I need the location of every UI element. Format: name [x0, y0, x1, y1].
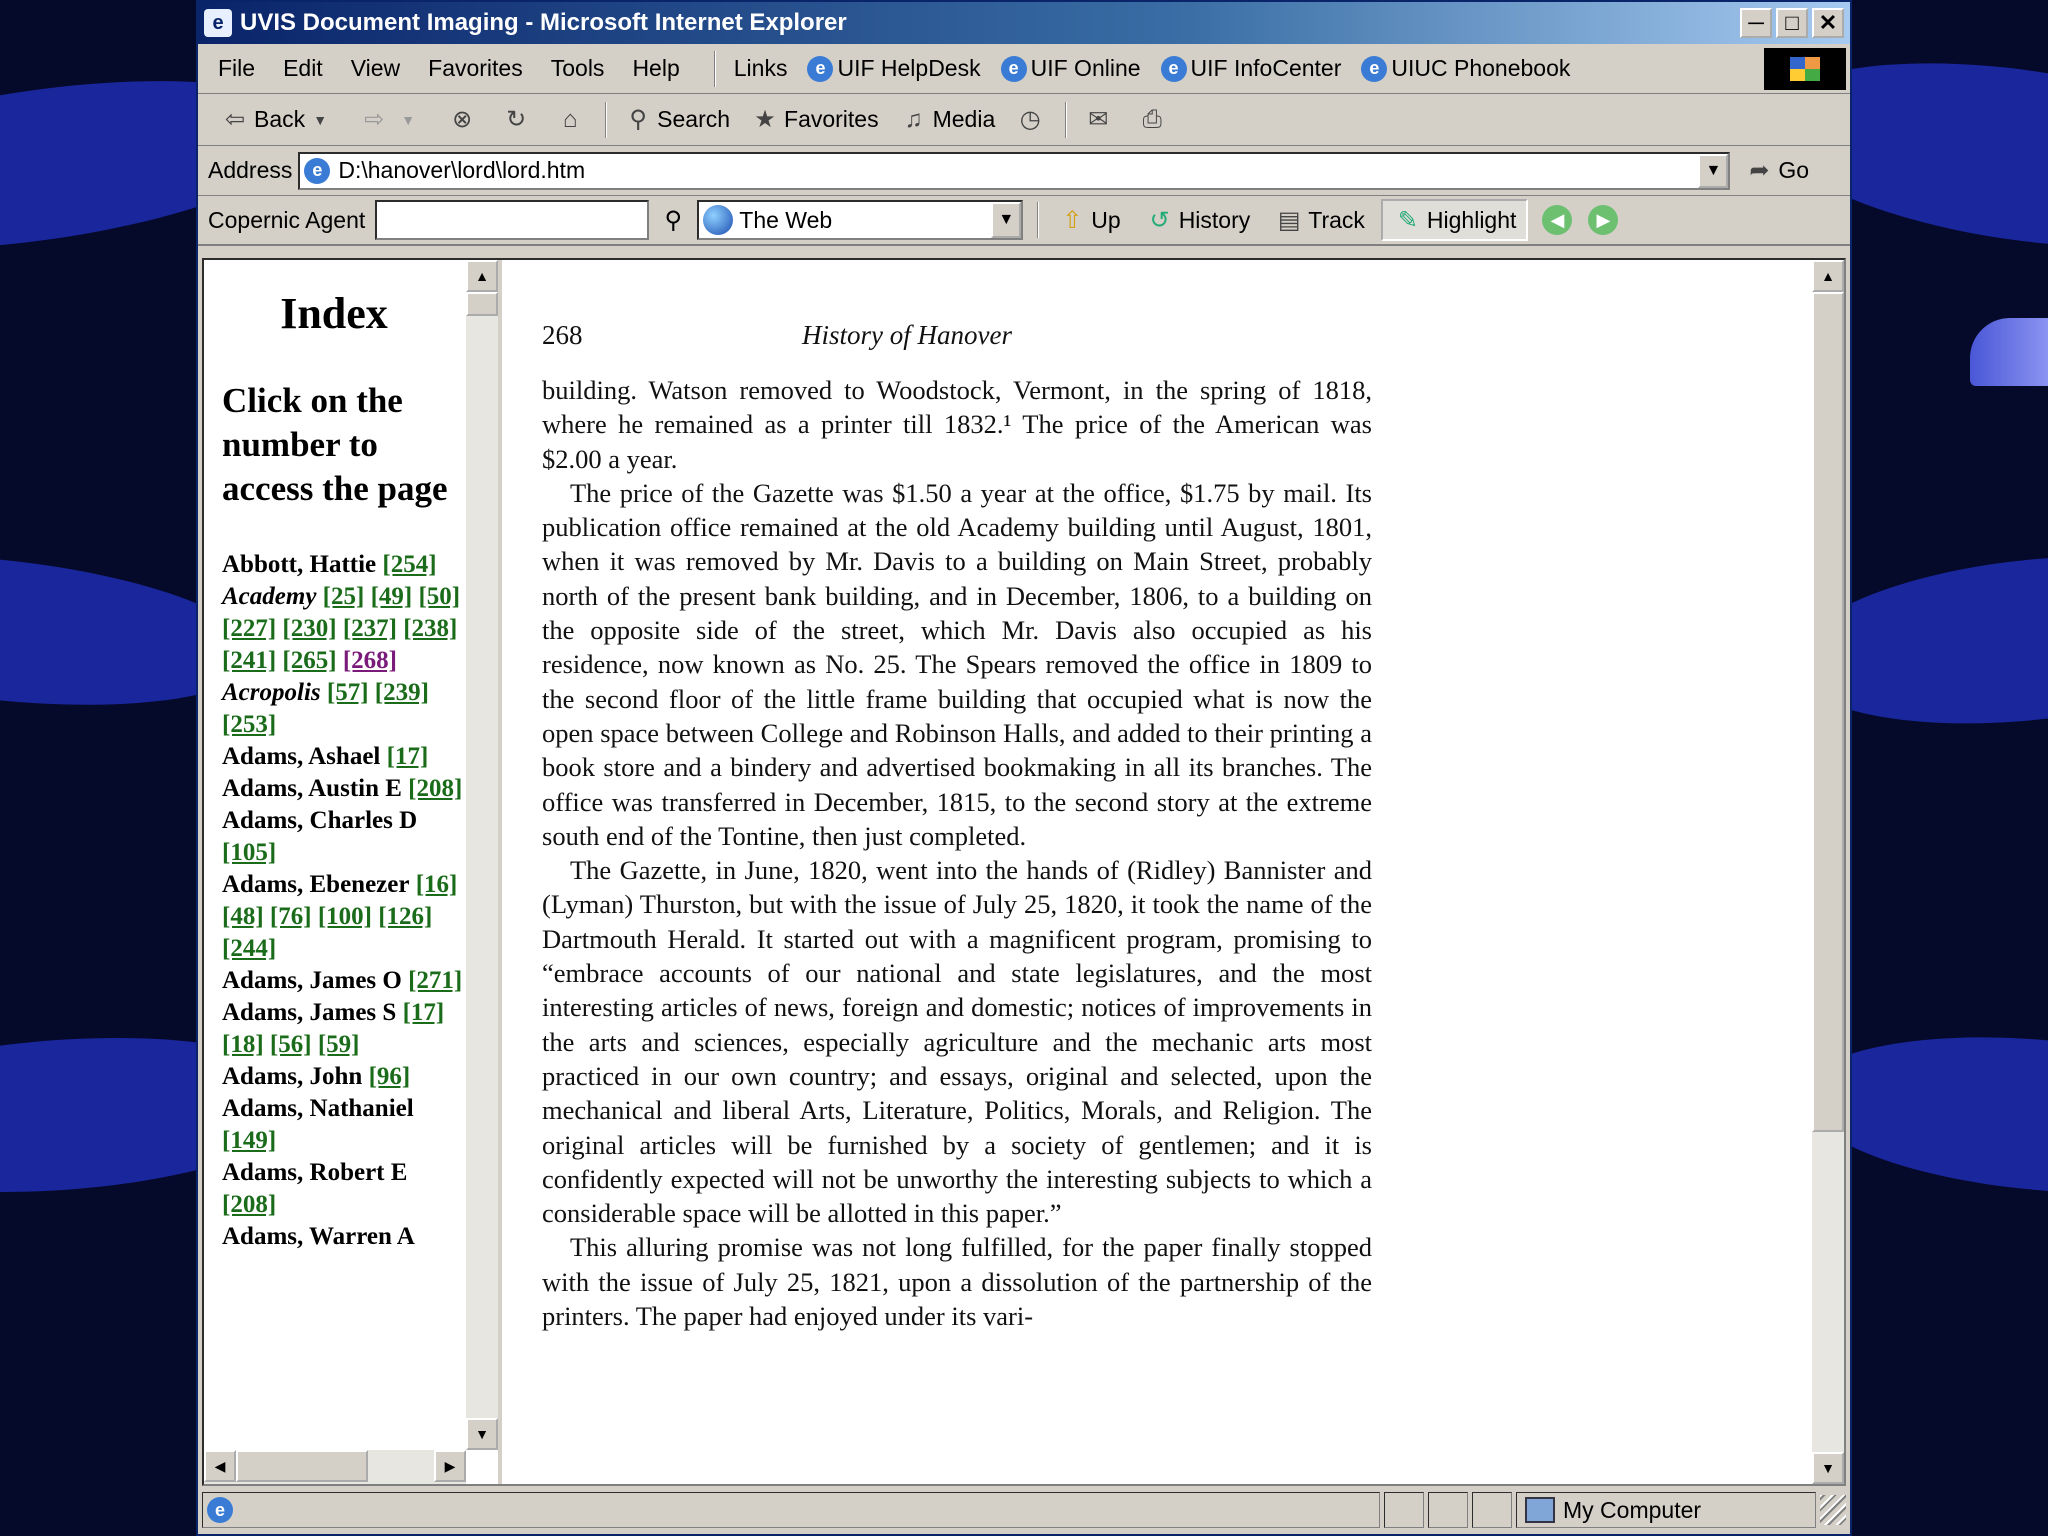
page-link[interactable]: [25] — [322, 583, 365, 610]
link-uiuc-phonebook[interactable] — [1351, 55, 1580, 82]
paragraph: The Gazette, in June, 1820, went into the hands of (Ridley) Bannister and (Lyman) Thurston, but with the issue of July 25, 1820, it took the name of the Dartmouth Herald. It started out with a magnificent program, promising to “embrace accounts of our national and state legislatures, and the most interesting articles of news, foreign and domestic; notices of improvements in the arts and sciences, especially agriculture and the mechanic arts most practiced in our own country; and essays, original and selected, upon the mechanical and liberal Arts, Literature, Politics, Morals, and Religion. The original articles will be furnished by a society of gentlemen; and it is confidently expected will not be unworthy the interesting subjects to which a considerable space will be allotted in this paper.” — [542, 855, 1372, 1229]
browser-window — [196, 0, 1852, 1536]
index-entry-name: Adams, John — [222, 1063, 363, 1090]
up-arrow-icon: ⇧ — [1062, 206, 1083, 234]
page-link[interactable]: [49] — [370, 583, 413, 610]
zone-label: My Computer — [1563, 1496, 1702, 1523]
menu-tools[interactable]: Tools — [550, 55, 605, 81]
index-entry — [222, 997, 464, 1061]
index-entry-name: Adams, Warren A — [222, 1223, 415, 1250]
page-link[interactable]: [230] — [282, 615, 337, 642]
title-bar — [198, 2, 1850, 44]
menu-edit[interactable]: Edit — [283, 55, 323, 81]
mail-button[interactable] — [1073, 105, 1127, 135]
page-link[interactable]: [100] — [317, 903, 372, 930]
up-label: Up — [1091, 206, 1121, 233]
page-link[interactable]: [227] — [222, 615, 277, 642]
window-title: UVIS Document Imaging - Microsoft Internet Explorer — [240, 9, 847, 36]
magnifier-icon: ⚲ — [664, 206, 683, 234]
scroll-up-arrow-icon[interactable]: ▲ — [466, 260, 498, 292]
content-area — [202, 258, 1846, 1486]
page-number: 268 — [542, 320, 583, 350]
go-label: Go — [1778, 157, 1810, 183]
index-title: Index — [280, 289, 388, 338]
link-label: UIF InfoCenter — [1190, 55, 1342, 81]
page-link[interactable]: [16] — [415, 871, 458, 898]
standard-toolbar — [198, 94, 1850, 146]
menu-view[interactable]: View — [350, 55, 401, 81]
copernic-toolbar — [198, 196, 1850, 246]
index-entry — [222, 1221, 464, 1253]
page-link[interactable]: [237] — [342, 615, 397, 642]
toolbar-separator — [714, 51, 716, 87]
page-header — [542, 320, 1372, 351]
page-link[interactable]: [238] — [403, 615, 458, 642]
home-button[interactable] — [545, 105, 599, 135]
forward-button[interactable] — [349, 105, 437, 135]
index-entry-name: Adams, Austin E — [222, 775, 402, 802]
next-highlight-icon[interactable]: ▶ — [1588, 205, 1618, 235]
scroll-up-arrow-icon[interactable]: ▲ — [1812, 260, 1844, 292]
address-bar — [198, 146, 1850, 196]
up-button[interactable] — [1045, 205, 1132, 235]
menu-bar — [198, 44, 1850, 94]
index-entry-name: Adams, Charles D — [222, 807, 418, 834]
paragraph: building. Watson removed to Woodstock, Vermont, in the spring of 1818, where he remained as a printer till 1832.¹ The price of the American was $2.00 a year. — [542, 375, 1372, 474]
index-vertical-scrollbar[interactable] — [466, 260, 498, 1450]
forward-arrow-icon: ⇨ — [364, 106, 385, 133]
copernic-search-input[interactable] — [375, 200, 649, 240]
back-button[interactable] — [210, 105, 349, 135]
ie-page-icon: e — [807, 56, 833, 82]
index-entry — [222, 1157, 464, 1221]
resize-grip-icon[interactable] — [1820, 1495, 1846, 1525]
home-icon: ⌂ — [562, 105, 578, 133]
page-link[interactable]: [57] — [326, 679, 369, 706]
page-link[interactable]: [254] — [382, 551, 437, 578]
document-frame — [502, 260, 1844, 1484]
search-button[interactable] — [613, 105, 740, 135]
stop-button[interactable] — [437, 105, 491, 135]
ie-page-icon: e — [1161, 56, 1187, 82]
page-text — [542, 373, 1372, 1333]
index-entry — [222, 677, 464, 741]
close-button[interactable]: ✕ — [1812, 8, 1844, 38]
index-entry — [222, 869, 464, 965]
link-label: UIF HelpDesk — [837, 55, 981, 81]
media-button[interactable] — [889, 105, 1006, 135]
index-list — [222, 549, 464, 1253]
highlight-button[interactable] — [1381, 199, 1529, 241]
link-uif-infocenter[interactable] — [1151, 55, 1352, 82]
address-value: D:\hanover\lord\lord.htm — [338, 157, 586, 183]
page-link[interactable]: [208] — [408, 775, 463, 802]
scroll-down-arrow-icon[interactable]: ▼ — [1812, 1452, 1844, 1484]
page-link[interactable]: [48] — [222, 903, 264, 930]
index-entry-name: Adams, Ebenezer — [222, 871, 410, 898]
paragraph: This alluring promise was not long fulfilled, for the paper finally stopped with the issue of July 25, 1821, upon a dissolution of the partnership of the printers. The paper had enjoyed under its vari- — [542, 1232, 1372, 1332]
page-link[interactable]: [268] — [342, 647, 397, 674]
maximize-button[interactable]: □ — [1776, 8, 1808, 38]
page-link[interactable]: [96] — [368, 1063, 411, 1090]
history-clock-icon: ◷ — [1019, 106, 1041, 133]
index-entry-name: Abbott, Hattie — [222, 551, 377, 578]
index-entry — [222, 773, 464, 805]
refresh-icon: ↻ — [506, 106, 527, 133]
menu-help[interactable]: Help — [632, 55, 680, 81]
chevron-down-icon[interactable]: ▼ — [401, 111, 416, 128]
page-link[interactable]: [56] — [269, 1031, 312, 1058]
slide-bullet-accent — [1970, 318, 2048, 386]
index-entry-name: Adams, James S — [222, 999, 397, 1026]
status-cell — [1384, 1492, 1424, 1528]
previous-highlight-icon[interactable]: ◀ — [1542, 205, 1572, 235]
ie-page-icon: e — [1001, 56, 1027, 82]
page-link[interactable]: [208] — [222, 1191, 277, 1218]
menu-favorites[interactable]: Favorites — [428, 55, 523, 81]
security-zone — [1516, 1492, 1816, 1528]
paragraph: The price of the Gazette was $1.50 a year at the office, $1.75 by mail. Its publication office remained at the old Academy building until August, 1801, when it was removed by Mr. Davis to a building on Main Street, probably north of the present bank building, and in December, 1806, to a building on the opposite side of the street, which Mr. Davis also occupied as his residence, now known as No. 25. The Spears removed the office in 1809 to the second floor of the little frame building that occupied what is now the open space between College and Robinson Halls, and added to their printing a book store and a bindery and advertised bookmaking in all its branches. The office was transferred in December, 1815, to the second story at the extreme south end of the Tontine, then just completed. — [542, 477, 1372, 851]
history-copernic-button[interactable] — [1133, 205, 1263, 235]
index-entry — [222, 805, 464, 869]
index-entry — [222, 741, 464, 773]
printer-icon: ⎙ — [1142, 105, 1162, 133]
scrollbar-thumb[interactable] — [1812, 292, 1844, 1132]
status-cell — [1428, 1492, 1468, 1528]
search-scope-value: The Web — [739, 206, 833, 233]
scroll-left-arrow-icon[interactable]: ◀ — [204, 1450, 236, 1482]
page-link[interactable]: [105] — [222, 839, 277, 866]
back-arrow-icon: ⇦ — [224, 106, 246, 133]
go-arrow-icon: ➦ — [1749, 157, 1770, 184]
scroll-down-arrow-icon[interactable]: ▼ — [466, 1418, 498, 1450]
page-link[interactable]: [149] — [222, 1127, 277, 1154]
address-label: Address — [208, 157, 293, 183]
index-entry-name: Adams, Robert E — [222, 1159, 408, 1186]
search-label: Search — [657, 106, 731, 132]
history-label: History — [1178, 206, 1251, 233]
page-link[interactable]: [126] — [378, 903, 433, 930]
index-entry-name: Adams, Nathaniel — [222, 1095, 414, 1122]
index-entry-name: Adams, Ashael — [222, 743, 381, 770]
ie-logo-icon: e — [204, 9, 232, 37]
toolbar-separator — [1037, 202, 1039, 238]
ie-page-icon: e — [304, 158, 330, 184]
favorites-button[interactable] — [740, 105, 889, 135]
page-link[interactable]: [244] — [222, 935, 277, 962]
status-text-area — [202, 1492, 1380, 1528]
minimize-button[interactable]: ─ — [1740, 8, 1772, 38]
link-label: UIUC Phonebook — [1391, 55, 1571, 81]
page-link[interactable]: [239] — [374, 679, 429, 706]
scanned-page — [542, 320, 1372, 1333]
scrollbar-thumb[interactable] — [236, 1450, 368, 1482]
index-entry — [222, 965, 464, 997]
link-uif-helpdesk[interactable] — [797, 55, 990, 82]
copernic-label: Copernic Agent — [208, 206, 366, 233]
page-link[interactable]: [50] — [418, 583, 461, 610]
go-button[interactable] — [1744, 156, 1809, 186]
index-entry — [222, 1093, 464, 1157]
globe-icon — [703, 205, 733, 235]
page-link[interactable]: [17] — [386, 743, 429, 770]
toolbar-separator — [1065, 102, 1067, 138]
status-cell — [1472, 1492, 1512, 1528]
chevron-down-icon[interactable]: ▼ — [313, 111, 328, 128]
status-bar — [202, 1490, 1846, 1530]
links-label: Links — [733, 55, 788, 81]
scrollbar-thumb[interactable] — [466, 292, 498, 316]
search-icon: ⚲ — [629, 106, 647, 133]
favorites-label: Favorites — [784, 106, 879, 132]
copernic-search-button[interactable] — [653, 200, 693, 240]
index-entry-name: Acropolis — [222, 679, 321, 706]
print-button[interactable] — [1127, 105, 1181, 135]
mail-icon: ✉ — [1088, 106, 1109, 133]
windows-logo-icon — [1764, 48, 1846, 90]
index-horizontal-scrollbar[interactable] — [204, 1450, 466, 1484]
document-vertical-scrollbar[interactable] — [1812, 260, 1844, 1484]
page-link[interactable]: [253] — [222, 711, 277, 738]
chevron-down-icon[interactable]: ▼ — [991, 202, 1021, 238]
page-link[interactable]: [59] — [317, 1031, 360, 1058]
page-link[interactable]: [241] — [222, 647, 277, 674]
link-uif-online[interactable] — [991, 55, 1151, 82]
index-instructions: Click on the number to access the page — [222, 381, 448, 508]
page-link[interactable]: [76] — [269, 903, 312, 930]
media-label: Media — [932, 106, 996, 132]
menu-file[interactable]: File — [218, 55, 256, 81]
ie-page-icon: e — [207, 1497, 233, 1523]
computer-icon — [1525, 1497, 1555, 1523]
highlight-label: Highlight — [1426, 206, 1517, 233]
stop-icon: ⊗ — [452, 106, 473, 133]
back-label: Back — [254, 106, 306, 132]
index-panel — [204, 260, 464, 1450]
scroll-right-arrow-icon[interactable]: ▶ — [434, 1450, 466, 1482]
index-entry — [222, 549, 464, 581]
index-entry — [222, 1061, 464, 1093]
favorites-star-icon: ★ — [754, 106, 776, 133]
toolbar-separator — [605, 102, 607, 138]
track-icon: ▤ — [1277, 206, 1301, 234]
track-label: Track — [1308, 206, 1365, 233]
index-frame — [204, 260, 502, 1484]
index-entry-name: Academy — [222, 583, 317, 610]
index-entry — [222, 581, 464, 677]
page-link[interactable]: [271] — [408, 967, 463, 994]
page-link[interactable]: [18] — [222, 1031, 264, 1058]
highlighter-icon: ✎ — [1397, 206, 1418, 234]
address-dropdown-button[interactable]: ▼ — [1698, 154, 1728, 188]
refresh-button[interactable] — [491, 105, 545, 135]
link-label: UIF Online — [1030, 55, 1141, 81]
page-link[interactable]: [17] — [402, 999, 445, 1026]
history-button[interactable] — [1005, 105, 1059, 135]
ie-page-icon: e — [1361, 56, 1387, 82]
history-icon: ↺ — [1149, 206, 1170, 234]
index-entry-name: Adams, James O — [222, 967, 402, 994]
search-scope-select[interactable] — [697, 200, 1023, 240]
track-button[interactable] — [1262, 205, 1377, 235]
running-title: History of Hanover — [802, 320, 1012, 350]
address-input[interactable] — [298, 152, 1730, 190]
media-icon: ♫ — [904, 105, 923, 133]
page-link[interactable]: [265] — [282, 647, 337, 674]
